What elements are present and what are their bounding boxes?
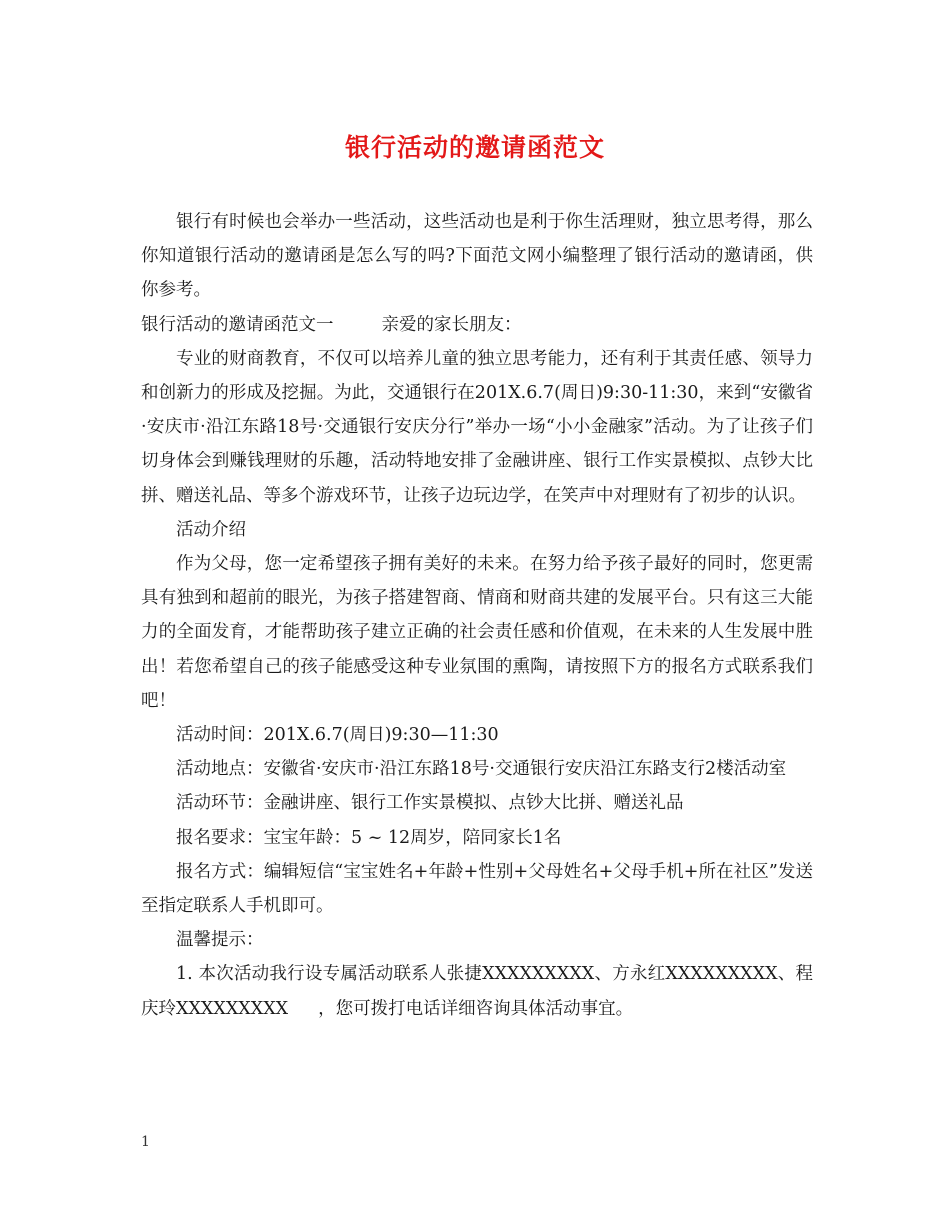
intro-paragraph: 银行有时候也会举办一些活动，这些活动也是利于你生活理财，独立思考得，那么你知道银行活动的邀请函是怎么写的吗?下面范文网小编整理了银行活动的邀请函，供你参考。 xyxy=(141,212,813,301)
tip-1-contacts: 1. 本次活动我行设专属活动联系人张捷XXXXXXXXX、方永红XXXXXXXXX、程庆玲XXXXXXXXX xyxy=(141,964,813,1019)
tips-heading: 温馨提示： xyxy=(176,930,264,951)
page-number: 1 xyxy=(141,1134,150,1150)
registration-method: 报名方式：编辑短信“宝宝姓名+年龄+性别+父母姓名+父母手机+所在社区”发送至指定联系人手机即可。 xyxy=(141,861,813,917)
document-body xyxy=(141,205,813,1026)
document-title: 银行活动的邀请函范文 xyxy=(344,133,605,162)
salutation: 亲爱的家长朋友： xyxy=(381,314,522,335)
event-segments: 活动环节：金融讲座、银行工作实景模拟、点钞大比拼、赠送礼品 xyxy=(176,793,684,814)
tip-1 xyxy=(141,957,813,1025)
event-location: 活动地点：安徽省·安庆市·沿江东路18号·交通银行安庆沿江东路支行2楼活动室 xyxy=(176,759,787,780)
section-intro-heading: 活动介绍 xyxy=(176,519,246,540)
registration-requirements: 报名要求：宝宝年龄：5 ~ 12周岁，陪同家长1名 xyxy=(176,827,562,848)
sample-heading: 银行活动的邀请函范文一 xyxy=(141,314,334,335)
event-time: 活动时间：201X.6.7(周日)9:30—11:30 xyxy=(176,725,499,746)
sample-heading-line xyxy=(141,308,813,342)
paragraph-1: 专业的财商教育，不仅可以培养儿童的独立思考能力，还有利于其责任感、领导力和创新力的形成及挖掘。为此，交通银行在201X.6.7(周日)9:30-11:30，来到“安徽省·安庆市·沿江东路18号·交通银行安庆分行”举办一场“小小金融家”活动。为了让孩子们切身体会到赚钱理财的乐趣，活动特地安排了金融讲座、银行工作实景模拟、点钞大比拼、赠送礼品、等多个游戏环节，让孩子边玩边学，在笑声中对理财有了初步的认识。 xyxy=(141,348,813,506)
tip-1-note: ，您可拨打电话详细咨询具体活动事宜。 xyxy=(318,998,634,1019)
paragraph-2: 作为父母，您一定希望孩子拥有美好的未来。在努力给予孩子最好的同时，您更需具有独到和超前的眼光，为孩子搭建智商、情商和财商共建的发展平台。只有这三大能力的全面发育，才能帮助孩子建立正确的社会责任感和价值观，在未来的人生发展中胜出！若您希望自己的孩子能感受这种专业氛围的熏陶，请按照下方的报名方式联系我们吧！ xyxy=(141,554,813,711)
